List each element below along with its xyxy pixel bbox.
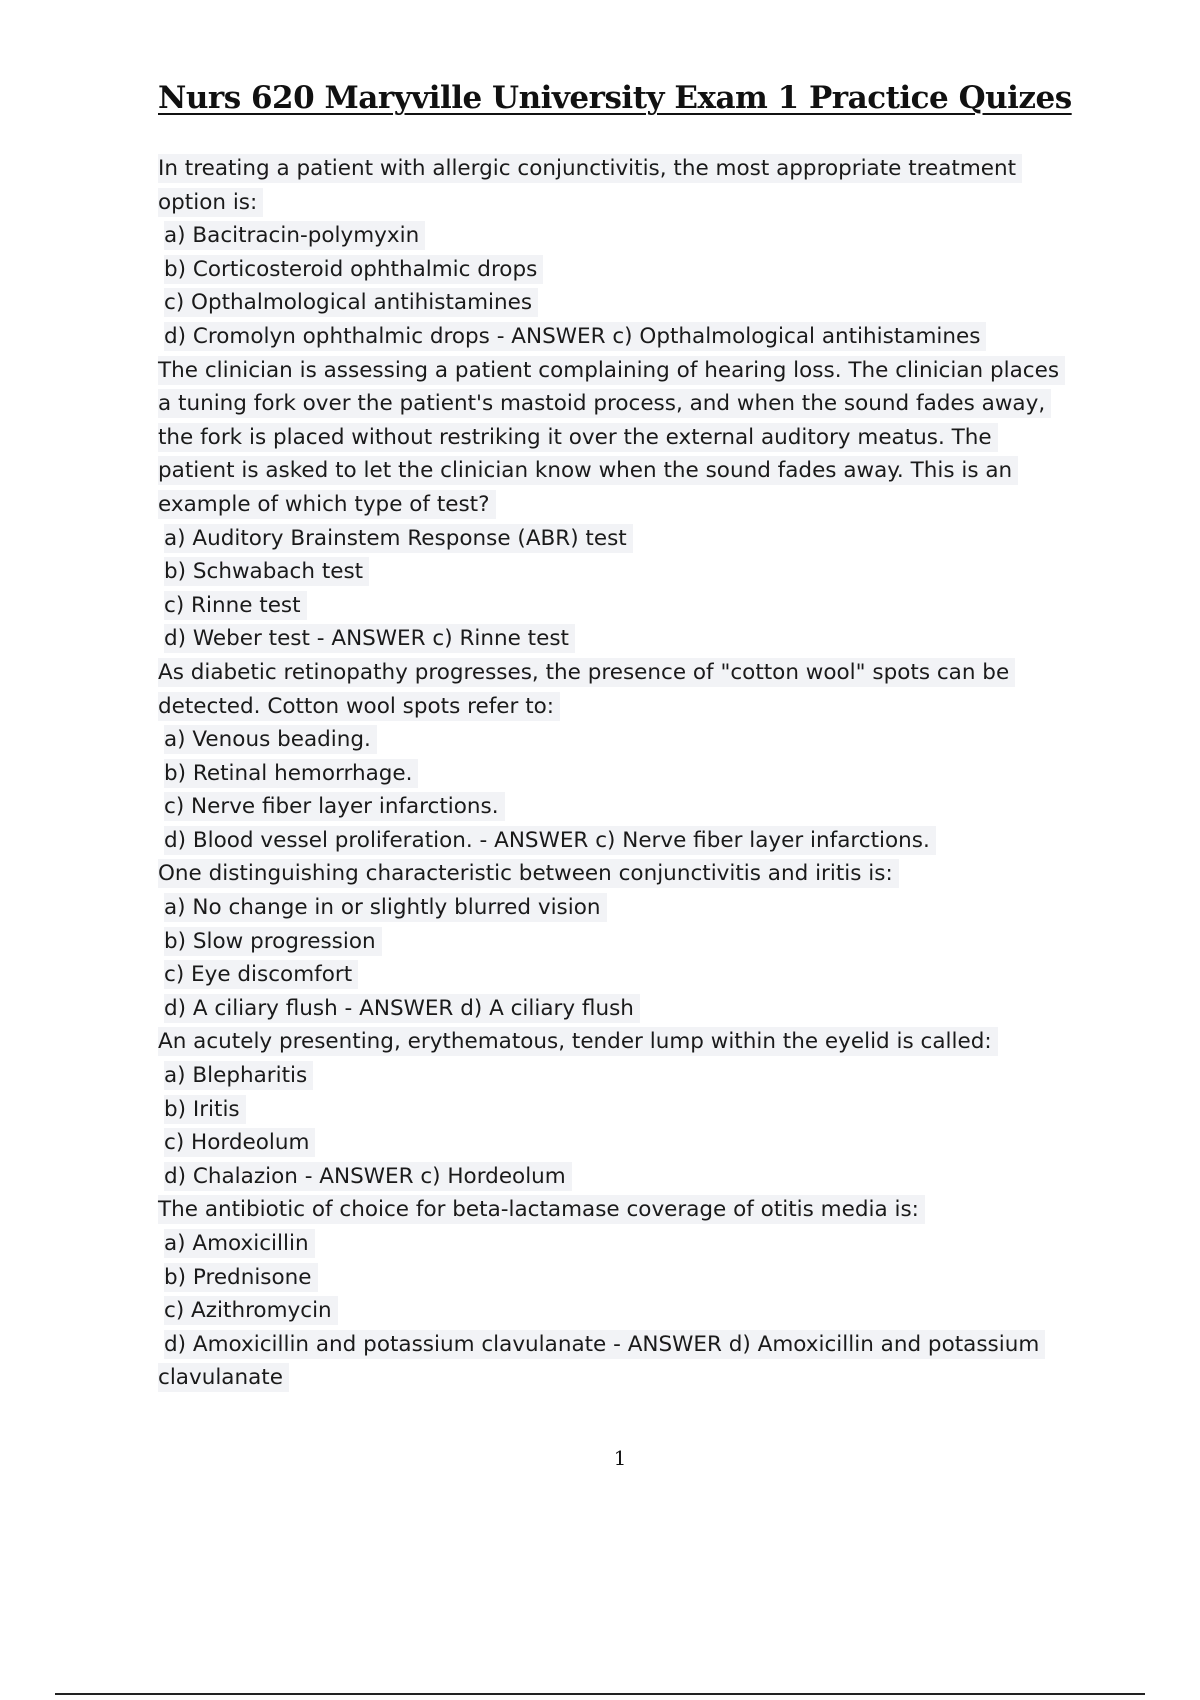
- answer-option-line: [158, 555, 1078, 589]
- line-text: d) Blood vessel proliferation. - ANSWER c) Nerve fiber layer infarctions.: [164, 826, 936, 855]
- question-text-line: [158, 421, 1078, 455]
- quiz-body: [158, 152, 1078, 1395]
- line-text: d) Weber test - ANSWER c) Rinne test: [164, 624, 575, 653]
- answer-option-line: [158, 824, 1078, 858]
- answer-option-line: [158, 723, 1078, 757]
- answer-option-line: [158, 522, 1078, 556]
- question-text-line: [158, 690, 1078, 724]
- line-text: c) Azithromycin: [164, 1296, 338, 1325]
- line-text: As diabetic retinopathy progresses, the presence of "cotton wool" spots can be: [158, 658, 1015, 687]
- answer-option-line: [158, 1059, 1078, 1093]
- line-text: detected. Cotton wool spots refer to:: [158, 692, 560, 721]
- answer-option-line: [158, 1328, 1078, 1362]
- answer-option-line: [158, 925, 1078, 959]
- answer-option-line: [158, 992, 1078, 1026]
- line-text: d) Amoxicillin and potassium clavulanate - ANSWER d) Amoxicillin and potassium: [164, 1330, 1045, 1359]
- question-text-line: [158, 354, 1078, 388]
- answer-option-line: [158, 320, 1078, 354]
- answer-option-line: [158, 622, 1078, 656]
- line-text: a) Amoxicillin: [164, 1229, 315, 1258]
- answer-option-line: [158, 1160, 1078, 1194]
- line-text: d) A ciliary flush - ANSWER d) A ciliary flush: [164, 994, 640, 1023]
- line-text: a) Venous beading.: [164, 725, 377, 754]
- line-text: b) Prednisone: [164, 1263, 318, 1292]
- line-text: b) Schwabach test: [164, 557, 369, 586]
- line-text: The clinician is assessing a patient complaining of hearing loss. The clinician places: [158, 356, 1065, 385]
- line-text: d) Cromolyn ophthalmic drops - ANSWER c) Opthalmological antihistamines: [164, 322, 986, 351]
- line-text: c) Rinne test: [164, 591, 307, 620]
- question-text-line: [158, 656, 1078, 690]
- line-text: a) Auditory Brainstem Response (ABR) test: [164, 524, 633, 553]
- line-text: patient is asked to let the clinician know when the sound fades away. This is an: [158, 456, 1018, 485]
- answer-option-line: [158, 253, 1078, 287]
- line-text: c) Hordeolum: [164, 1128, 315, 1157]
- line-text: example of which type of test?: [158, 490, 496, 519]
- line-text: option is:: [158, 188, 263, 217]
- question-text-line: [158, 152, 1078, 186]
- answer-option-line: [158, 1126, 1078, 1160]
- answer-option-line: [158, 891, 1078, 925]
- answer-option-line: [158, 1261, 1078, 1295]
- question-text-line: [158, 488, 1078, 522]
- line-text: a tuning fork over the patient's mastoid process, and when the sound fades away,: [158, 389, 1051, 418]
- question-text-line: [158, 857, 1078, 891]
- answer-option-line: [158, 1294, 1078, 1328]
- answer-option-line: [158, 219, 1078, 253]
- page-number: 1: [613, 1446, 627, 1470]
- bottom-rule: [55, 1693, 1145, 1695]
- line-text: a) Bacitracin-polymyxin: [164, 221, 425, 250]
- answer-option-line: [158, 1227, 1078, 1261]
- line-text: b) Corticosteroid ophthalmic drops: [164, 255, 543, 284]
- line-text: b) Retinal hemorrhage.: [164, 759, 418, 788]
- answer-option-line: [158, 1093, 1078, 1127]
- line-text: b) Iritis: [164, 1095, 246, 1124]
- line-text: An acutely presenting, erythematous, tender lump within the eyelid is called:: [158, 1027, 998, 1056]
- line-text: a) No change in or slightly blurred vision: [164, 893, 607, 922]
- line-text: the fork is placed without restriking it over the external auditory meatus. The: [158, 423, 998, 452]
- answer-option-line: [158, 589, 1078, 623]
- question-text-line: [158, 387, 1078, 421]
- line-text: One distinguishing characteristic between conjunctivitis and iritis is:: [158, 859, 899, 888]
- line-text: c) Nerve fiber layer infarctions.: [164, 792, 505, 821]
- line-text: c) Eye discomfort: [164, 960, 358, 989]
- answer-option-line: [158, 958, 1078, 992]
- answer-option-line: [158, 790, 1078, 824]
- line-text: In treating a patient with allergic conjunctivitis, the most appropriate treatment: [158, 154, 1022, 183]
- document-title: Nurs 620 Maryville University Exam 1 Practice Quizes: [158, 80, 1072, 116]
- answer-option-line: [158, 757, 1078, 791]
- line-text: c) Opthalmological antihistamines: [164, 288, 538, 317]
- question-text-line: [158, 1361, 1078, 1395]
- question-text-line: [158, 1025, 1078, 1059]
- line-text: b) Slow progression: [164, 927, 382, 956]
- line-text: The antibiotic of choice for beta-lactamase coverage of otitis media is:: [158, 1195, 925, 1224]
- answer-option-line: [158, 286, 1078, 320]
- line-text: clavulanate: [158, 1363, 289, 1392]
- question-text-line: [158, 1193, 1078, 1227]
- question-text-line: [158, 186, 1078, 220]
- question-text-line: [158, 454, 1078, 488]
- line-text: d) Chalazion - ANSWER c) Hordeolum: [164, 1162, 572, 1191]
- line-text: a) Blepharitis: [164, 1061, 313, 1090]
